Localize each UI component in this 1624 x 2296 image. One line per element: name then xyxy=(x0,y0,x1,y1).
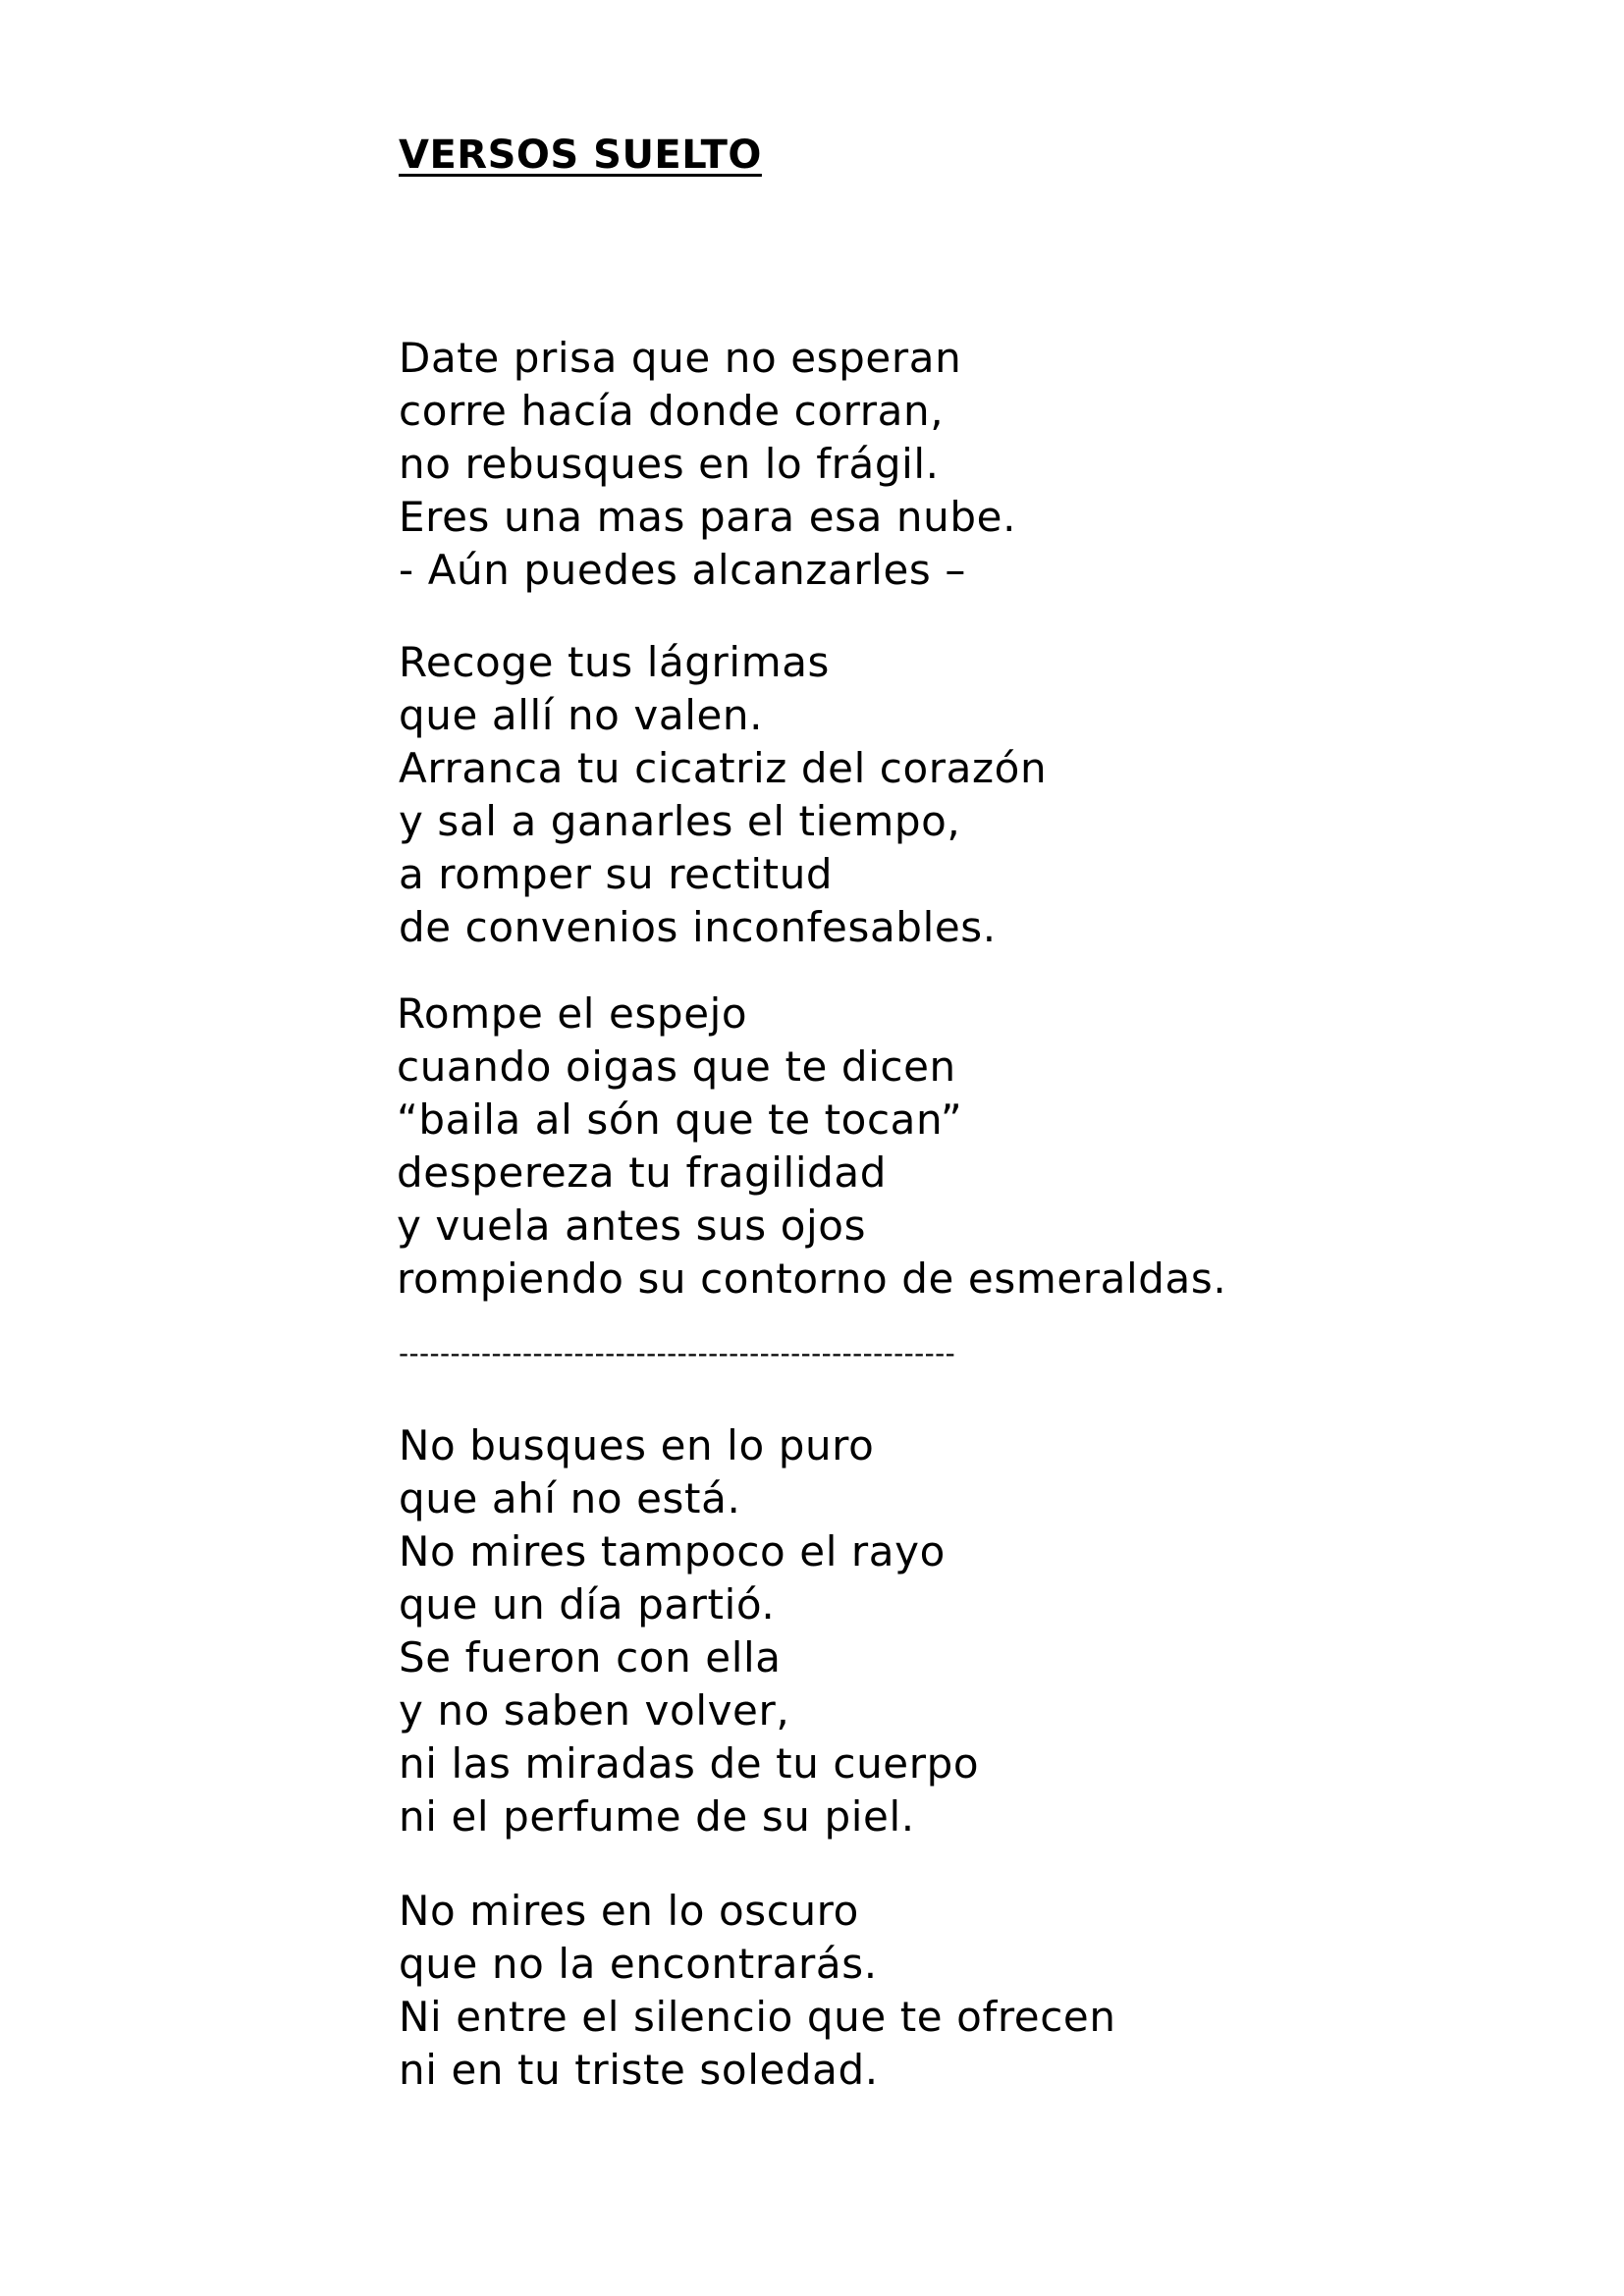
verse-line: de convenios inconfesables. xyxy=(399,903,997,951)
poem-title: VERSOS SUELTO xyxy=(399,133,762,178)
verse-line: que allí no valen. xyxy=(399,691,764,739)
section-separator: ------------------------------------------------------ xyxy=(399,1337,956,1369)
verse-line: no rebusques en lo frágil. xyxy=(399,440,940,488)
verse-line: ni las miradas de tu cuerpo xyxy=(399,1739,980,1788)
stanza-4 xyxy=(399,1419,979,1843)
verse-line: Recoge tus lágrimas xyxy=(399,638,831,686)
stanza-3 xyxy=(397,988,1226,1306)
verse-line: que un día partió. xyxy=(399,1580,776,1629)
verse-line: ni el perfume de su piel. xyxy=(399,1792,915,1841)
verse-line: Rompe el espejo xyxy=(397,989,748,1038)
verse-line: Se fueron con ella xyxy=(399,1633,782,1682)
verse-line: rompiendo su contorno de esmeraldas. xyxy=(397,1255,1227,1303)
verse-line: corre hacía donde corran, xyxy=(399,387,945,435)
stanza-5 xyxy=(399,1885,1116,2097)
verse-line: y no saben volver, xyxy=(399,1686,790,1735)
verse-line: y sal a ganarles el tiempo, xyxy=(399,797,961,845)
verse-line: cuando oigas que te dicen xyxy=(397,1042,956,1091)
verse-line: y vuela antes sus ojos xyxy=(397,1201,867,1250)
verse-line: ni en tu triste soledad. xyxy=(399,2046,879,2094)
verse-line: No mires en lo oscuro xyxy=(399,1887,859,1935)
stanza-2 xyxy=(399,636,1047,954)
verse-line: despereza tu fragilidad xyxy=(397,1148,887,1197)
verse-line: que ahí no está. xyxy=(399,1474,741,1522)
verse-line: Date prisa que no esperan xyxy=(399,334,962,382)
verse-line: Ni entre el silencio que te ofrecen xyxy=(399,1993,1116,2041)
stanza-1 xyxy=(399,332,1016,597)
verse-line: Eres una mas para esa nube. xyxy=(399,493,1017,541)
verse-line: - Aún puedes alcanzarles – xyxy=(399,546,966,594)
verse-line: a romper su rectitud xyxy=(399,850,834,898)
verse-line: No busques en lo puro xyxy=(399,1421,875,1469)
verse-line: que no la encontrarás. xyxy=(399,1940,878,1988)
verse-line: No mires tampoco el rayo xyxy=(399,1527,946,1575)
verse-line: Arranca tu cicatriz del corazón xyxy=(399,744,1048,792)
verse-line: “baila al són que te tocan” xyxy=(397,1095,963,1144)
